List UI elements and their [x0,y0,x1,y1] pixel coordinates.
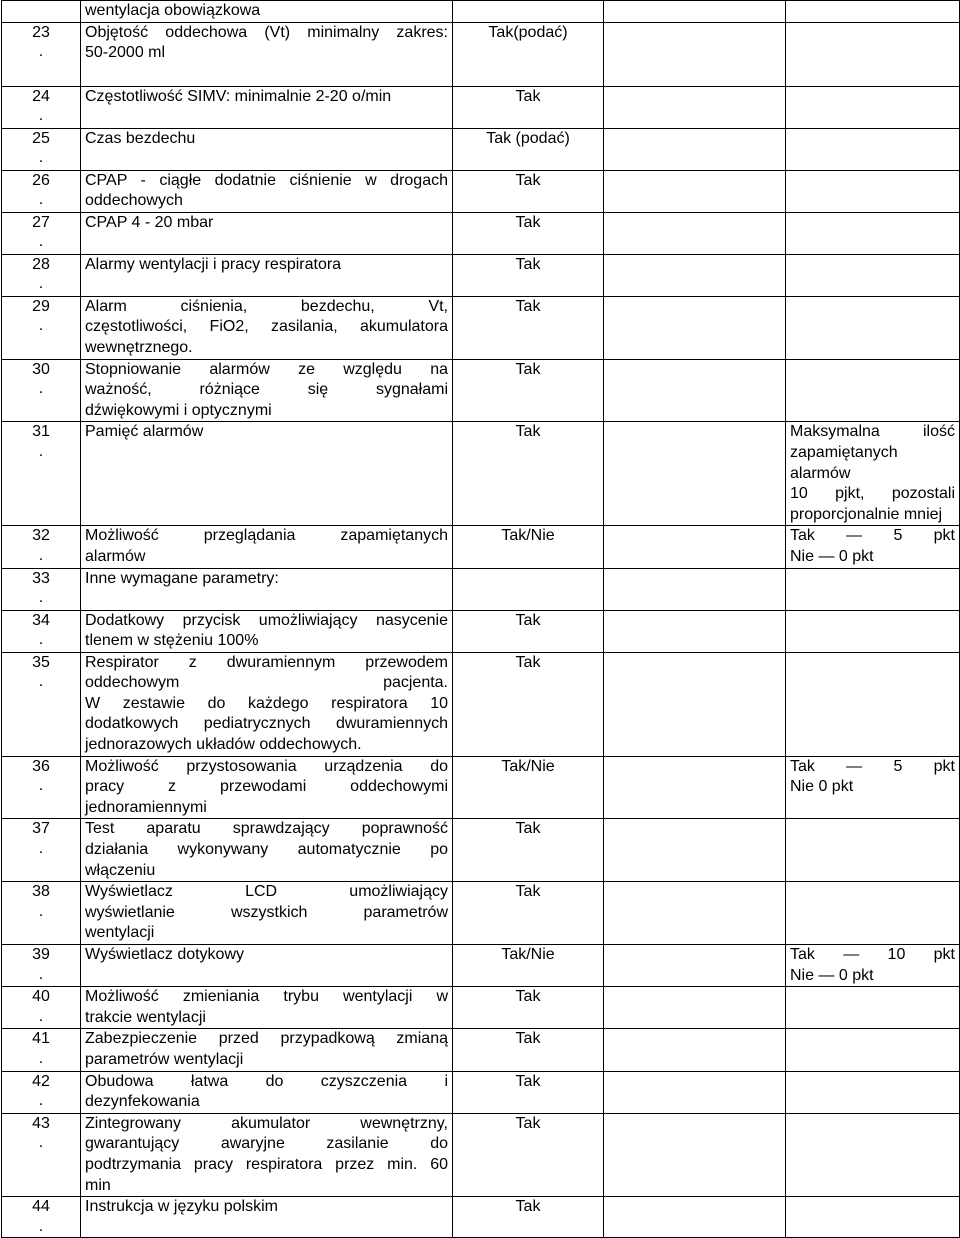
scoring-line: Tak — 5 pkt [790,527,955,545]
description-line: Test aparatu sprawdzający poprawność [85,820,448,838]
row-number-dot: . [38,149,44,167]
scoring-cell [786,987,960,1029]
offered-value-cell [604,359,786,422]
required-value: Tak [453,652,604,756]
description-line: tlenem w stężeniu 100% [85,632,259,650]
description-line: Pamięć alarmów [85,423,204,441]
table-row [2,610,960,652]
description-line: działania wykonywany automatycznie po [85,841,448,859]
description-line: podtrzymania pracy respiratora przez min. 60 [85,1155,448,1173]
required-value: Tak [453,212,604,254]
parameter-description [81,22,453,86]
description-line: Obudowa łatwa do czyszczenia i [85,1072,448,1090]
description-line: ważność, różniące się sygnałami [85,381,448,399]
row-number: 38 [32,883,50,901]
description-line: 50-2000 ml [85,44,166,62]
scoring-cell [786,128,960,170]
scoring-line: Tak — 5 pkt [790,757,955,775]
spec-table-body [2,1,960,1238]
parameter-description [81,359,453,422]
offered-value-cell [604,652,786,756]
offered-value-cell [604,756,786,819]
scoring-cell [786,1071,960,1113]
row-number-cell [2,756,81,819]
scoring-cell [786,1029,960,1071]
offered-value-cell [604,987,786,1029]
description-line: częstotliwości, FiO2, zasilania, akumulatora [85,318,448,336]
row-number-cell [2,296,81,359]
description-line: Zabezpieczenie przed przypadkową zmianą [85,1030,448,1048]
row-number-dot: . [38,1134,44,1152]
required-value: Tak [453,1071,604,1113]
offered-value-cell [604,128,786,170]
description-line: Instrukcja w języku polskim [85,1198,278,1216]
required-value: Tak [453,819,604,882]
scoring-cell [786,359,960,422]
description-line: oddechowych [85,192,183,210]
row-number-dot: . [38,1007,44,1025]
parameter-description [81,1197,453,1238]
scoring-cell [786,945,960,987]
required-value: Tak [453,610,604,652]
required-value: Tak [453,86,604,128]
row-number-dot: . [38,1217,44,1235]
table-row [2,128,960,170]
scoring-cell [786,526,960,568]
scoring-cell [786,1,960,23]
offered-value-cell [604,526,786,568]
offered-value-cell [604,86,786,128]
description-line: Możliwość przystosowania urządzenia do [85,757,448,775]
description-line: oddechowym pacjenta. [85,674,448,692]
scoring-line: 10 pjkt, pozostali [790,485,955,503]
scoring-cell [786,652,960,756]
table-row [2,1197,960,1238]
scoring-cell [786,170,960,212]
row-number: 34 [32,611,50,629]
row-number-cell [2,819,81,882]
parameter-description [81,422,453,526]
row-number-cell [2,987,81,1029]
offered-value-cell [604,1197,786,1238]
row-number-dot: . [38,546,44,564]
table-row [2,652,960,756]
offered-value-cell [604,170,786,212]
description-line: pracy z przewodami oddechowymi [85,778,448,796]
row-number-cell [2,568,81,610]
row-number: 37 [32,820,50,838]
description-line: alarmów [85,547,146,565]
required-value: Tak [453,296,604,359]
offered-value-cell [604,254,786,296]
required-value: Tak [453,882,604,945]
table-row [2,422,960,526]
row-number-dot: . [38,1092,44,1110]
parameter-description [81,1113,453,1196]
description-line: trakcie wentylacji [85,1008,206,1026]
description-line: dźwiękowymi i optycznymi [85,401,272,419]
row-number-dot: . [38,275,44,293]
table-row [2,1029,960,1071]
scoring-cell [786,254,960,296]
row-number: 24 [32,87,50,105]
description-line: włączeniu [85,861,156,879]
row-number-cell [2,1071,81,1113]
scoring-line: proporcjonalnie mniej [790,505,943,523]
table-row [2,756,960,819]
row-number-cell [2,882,81,945]
parameter-description [81,128,453,170]
parameter-description [81,526,453,568]
scoring-cell [786,86,960,128]
row-number-dot: . [38,777,44,795]
row-number-dot: . [38,43,44,61]
offered-value-cell [604,819,786,882]
parameter-description [81,170,453,212]
scoring-line: zapamiętanych alarmów [790,443,898,482]
scoring-line: Nie 0 pkt [790,778,854,796]
row-number-cell [2,422,81,526]
row-number-cell [2,1113,81,1196]
row-number-cell [2,1029,81,1071]
parameter-description [81,756,453,819]
row-number-cell [2,945,81,987]
parameter-description [81,1071,453,1113]
row-number-dot: . [38,902,44,920]
scoring-line: Tak — 10 pkt [790,946,955,964]
description-line: min [85,1176,111,1194]
offered-value-cell [604,1,786,23]
row-number-cell [2,212,81,254]
row-number-cell [2,1,81,23]
row-number-dot: . [38,317,44,335]
row-number-dot: . [38,233,44,251]
description-line: Alarm ciśnienia, bezdechu, Vt, [85,297,448,315]
row-number: 29 [32,297,50,315]
table-row [2,359,960,422]
required-value: Tak [453,987,604,1029]
parameter-description [81,819,453,882]
parameter-description [81,610,453,652]
offered-value-cell [604,610,786,652]
description-line: Możliwość przeglądania zapamiętanych [85,527,448,545]
required-value: Tak [453,254,604,296]
row-number-cell [2,359,81,422]
parameter-description [81,86,453,128]
description-line: wewnętrznego. [85,338,193,356]
parameter-description [81,568,453,610]
row-number-cell [2,128,81,170]
parameter-description [81,652,453,756]
offered-value-cell [604,568,786,610]
table-row [2,1071,960,1113]
row-number: 41 [32,1030,50,1048]
description-line: wyświetlanie wszystkich parametrów [85,903,448,921]
scoring-line: Nie — 0 pkt [790,966,874,984]
description-line: dodatkowych pediatrycznych dwuramiennych [85,715,448,733]
description-line: Inne wymagane parametry: [85,569,279,587]
offered-value-cell [604,1071,786,1113]
row-number: 35 [32,653,50,671]
required-value: Tak [453,422,604,526]
description-line: Wyświetlacz LCD umożliwiający [85,883,448,901]
offered-value-cell [604,945,786,987]
row-number-cell [2,22,81,86]
required-value: Tak (podać) [453,128,604,170]
row-number: 33 [32,569,50,587]
row-number: 44 [32,1198,50,1216]
table-row [2,1113,960,1196]
description-line: Częstotliwość SIMV: minimalnie 2-20 o/min [85,87,392,105]
table-row [2,526,960,568]
parameter-description [81,212,453,254]
parameter-description [81,296,453,359]
row-number: 30 [32,360,50,378]
parameter-description [81,987,453,1029]
description-line: Dodatkowy przycisk umożliwiający nasycenie [85,611,448,629]
row-number-cell [2,652,81,756]
scoring-line: Nie — 0 pkt [790,547,874,565]
offered-value-cell [604,1113,786,1196]
parameter-description [81,882,453,945]
description-line: W zestawie do każdego respiratora 10 [85,694,448,712]
description-line: wentylacja obowiązkowa [85,2,261,19]
row-number: 25 [32,129,50,147]
required-value: Tak/Nie [453,526,604,568]
required-value [453,1,604,23]
required-value: Tak/Nie [453,945,604,987]
row-number: 32 [32,527,50,545]
offered-value-cell [604,22,786,86]
scoring-cell [786,22,960,86]
scoring-cell [786,296,960,359]
row-number: 26 [32,171,50,189]
description-line: jednorazowych układów oddechowych. [85,736,362,754]
description-line: Wyświetlacz dotykowy [85,946,245,964]
row-number-dot: . [38,589,44,607]
row-number-dot: . [38,965,44,983]
table-row [2,945,960,987]
description-line: Stopniowanie alarmów ze względu na [85,360,448,378]
required-value: Tak [453,359,604,422]
description-line: gwarantujący awaryjne zasilanie do [85,1135,448,1153]
required-value: Tak [453,1029,604,1071]
required-value: Tak [453,1197,604,1238]
row-number: 27 [32,213,50,231]
row-number-cell [2,526,81,568]
row-number-dot: . [38,107,44,125]
description-line: Czas bezdechu [85,129,196,147]
row-number-dot: . [38,840,44,858]
parameter-description [81,254,453,296]
row-number-dot: . [38,631,44,649]
row-number-dot: . [38,380,44,398]
table-row [2,819,960,882]
row-number-cell [2,610,81,652]
description-line: parametrów wentylacji [85,1051,244,1068]
table-row [2,212,960,254]
table-row [2,170,960,212]
table-row [2,1,960,23]
scoring-cell [786,819,960,882]
row-number: 39 [32,946,50,964]
row-number: 23 [32,23,50,41]
offered-value-cell [604,296,786,359]
table-row [2,86,960,128]
offered-value-cell [604,212,786,254]
scoring-line: Maksymalna ilość [790,423,955,441]
row-number-dot: . [38,673,44,691]
spec-table [1,0,960,1238]
scoring-cell [786,756,960,819]
description-line: Respirator z dwuramiennym przewodem [85,653,448,671]
row-number: 40 [32,988,50,1006]
required-value: Tak(podać) [453,22,604,86]
scoring-cell [786,422,960,526]
description-line: jednoramiennymi [85,798,207,816]
offered-value-cell [604,422,786,526]
row-number-cell [2,1197,81,1238]
required-value: Tak/Nie [453,756,604,819]
table-row [2,987,960,1029]
description-line: CPAP - ciągłe dodatnie ciśnienie w drogach [85,171,448,189]
row-number: 28 [32,255,50,273]
required-value [453,568,604,610]
description-line: dezynfekowania [85,1093,200,1111]
parameter-description [81,1029,453,1071]
scoring-cell [786,1113,960,1196]
row-number-dot: . [38,191,44,209]
scoring-cell [786,610,960,652]
row-number-dot: . [38,442,44,460]
row-number: 42 [32,1072,50,1090]
description-line: CPAP 4 - 20 mbar [85,213,214,231]
offered-value-cell [604,882,786,945]
offered-value-cell [604,1029,786,1071]
scoring-cell [786,1197,960,1238]
required-value: Tak [453,170,604,212]
table-row [2,882,960,945]
table-row [2,254,960,296]
row-number-cell [2,254,81,296]
description-line: Możliwość zmieniania trybu wentylacji w [85,988,448,1006]
parameter-description [81,945,453,987]
row-number: 43 [32,1114,50,1132]
description-line: Zintegrowany akumulator wewnętrzny, [85,1114,448,1132]
row-number-cell [2,170,81,212]
scoring-cell [786,882,960,945]
scoring-cell [786,568,960,610]
row-number: 31 [32,423,50,441]
scoring-cell [786,212,960,254]
row-number: 36 [32,757,50,775]
table-row [2,22,960,86]
table-row [2,296,960,359]
row-number-dot: . [38,1050,44,1067]
description-line: wentylacji [85,924,155,942]
description-line: Objętość oddechowa (Vt) minimalny zakres: [85,23,448,41]
table-row [2,568,960,610]
row-number-cell [2,86,81,128]
parameter-description [81,1,453,23]
required-value: Tak [453,1113,604,1196]
description-line: Alarmy wentylacji i pracy respiratora [85,255,342,273]
